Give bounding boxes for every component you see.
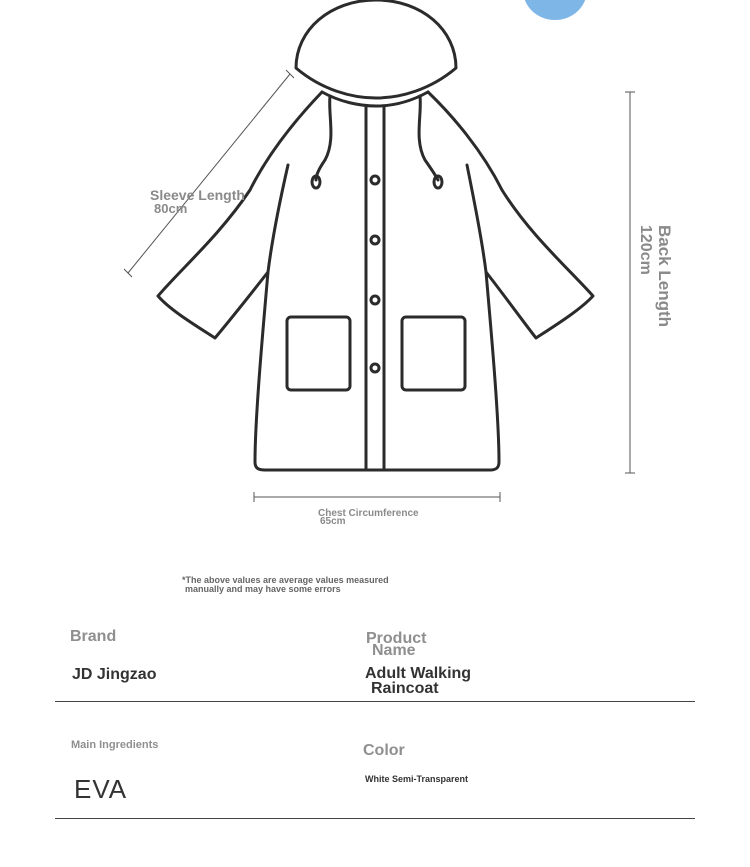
button-1	[371, 176, 379, 184]
chest-circumference-label: Chest Circumference	[318, 508, 419, 519]
product-name-value-line1: Adult Walking	[365, 665, 472, 682]
button-2	[371, 236, 379, 244]
button-4	[371, 364, 379, 372]
right-sleeve-seam	[467, 165, 486, 272]
back-length-group	[636, 225, 674, 327]
main-ingredients-label: Main Ingredients	[71, 739, 159, 751]
brand-label: Brand	[70, 628, 117, 645]
back-length-value: 120cm	[637, 225, 654, 275]
right-pocket	[402, 317, 465, 390]
coat-body-outline	[158, 92, 593, 470]
table-divider-2	[55, 818, 695, 819]
left-sleeve-seam	[268, 165, 288, 272]
right-drawstring	[419, 96, 438, 180]
button-3	[371, 296, 379, 304]
main-ingredients-value: EVA	[74, 774, 128, 804]
sleeve-length-label: Sleeve Length	[150, 187, 245, 203]
sleeve-length-value: 80cm	[154, 201, 188, 216]
hood-outline	[296, 0, 456, 98]
table-divider-1	[55, 701, 695, 702]
measurement-note-line1: *The above values are average values measured	[182, 575, 389, 585]
left-drawstring	[316, 96, 331, 180]
brand-value: JD Jingzao	[72, 666, 157, 683]
measurement-note-line2: manually and may have some errors	[185, 584, 341, 594]
color-value: White Semi-Transparent	[365, 774, 469, 784]
product-name-label-line1: Product	[366, 630, 427, 647]
measurement-note	[182, 576, 389, 594]
chest-circumference-value: 65cm	[320, 516, 346, 527]
product-name-label-line2: Name	[372, 642, 416, 659]
product-name-value-line2: Raincoat	[371, 680, 439, 697]
color-label: Color	[363, 742, 405, 759]
back-length-label: Back Length	[655, 225, 674, 328]
left-pocket	[287, 317, 350, 390]
